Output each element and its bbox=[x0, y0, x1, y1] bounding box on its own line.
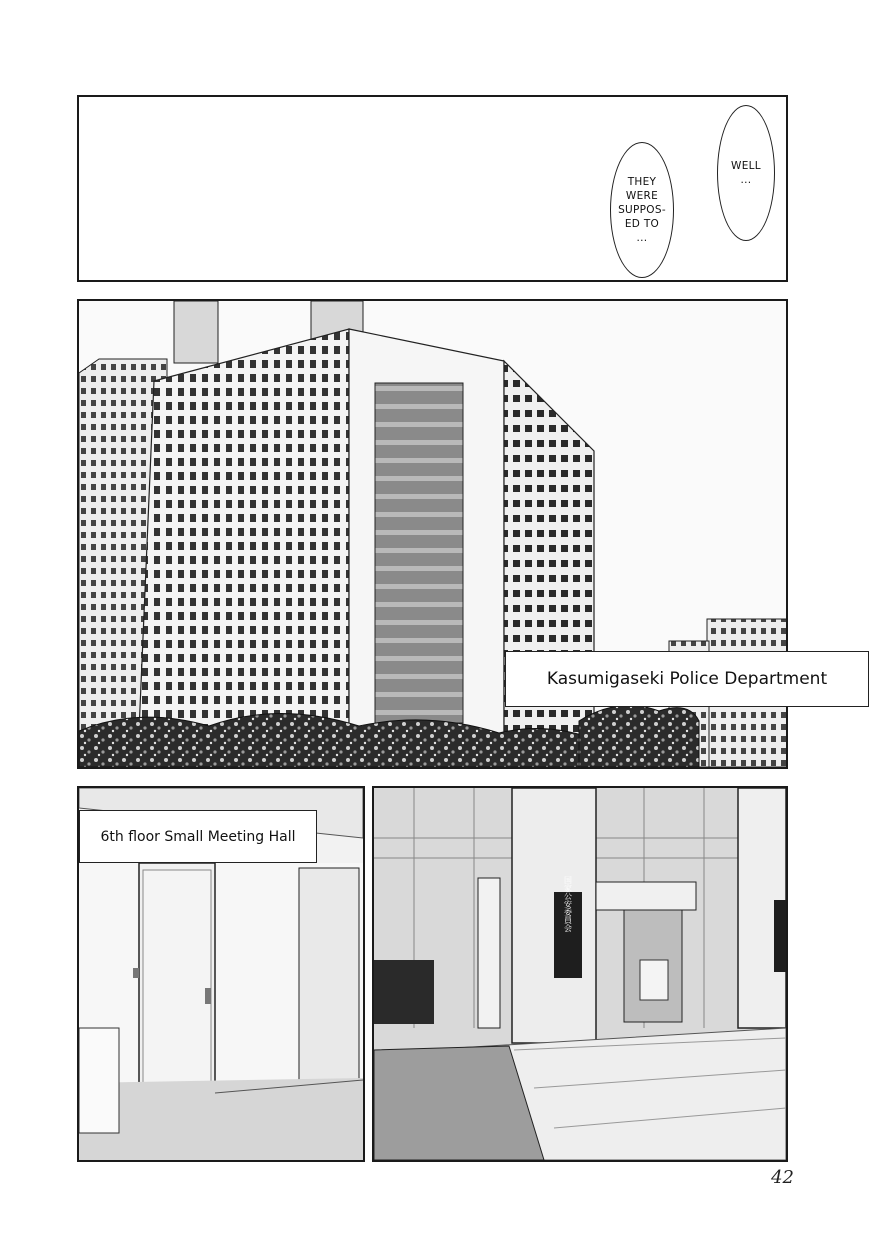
location-caption bbox=[505, 651, 869, 707]
page-number: 42 bbox=[771, 1167, 794, 1188]
hallway-panel bbox=[77, 786, 365, 1162]
speech-text: THEY WERE SUPPOS- ED TO ... bbox=[618, 176, 666, 244]
speech-text: WELL ... bbox=[731, 160, 761, 186]
caption-text: Kasumigaseki Police Department bbox=[546, 669, 828, 689]
location-caption bbox=[79, 810, 317, 863]
agency-sign: 国家公安委員会 bbox=[563, 876, 573, 932]
speech-bubble bbox=[717, 105, 775, 241]
entrance-panel bbox=[372, 786, 788, 1162]
caption-text: 6th floor Small Meeting Hall bbox=[100, 828, 296, 845]
entrance-illustration bbox=[374, 788, 786, 1160]
speech-bubble bbox=[610, 142, 674, 278]
dialogue-panel bbox=[77, 95, 788, 282]
